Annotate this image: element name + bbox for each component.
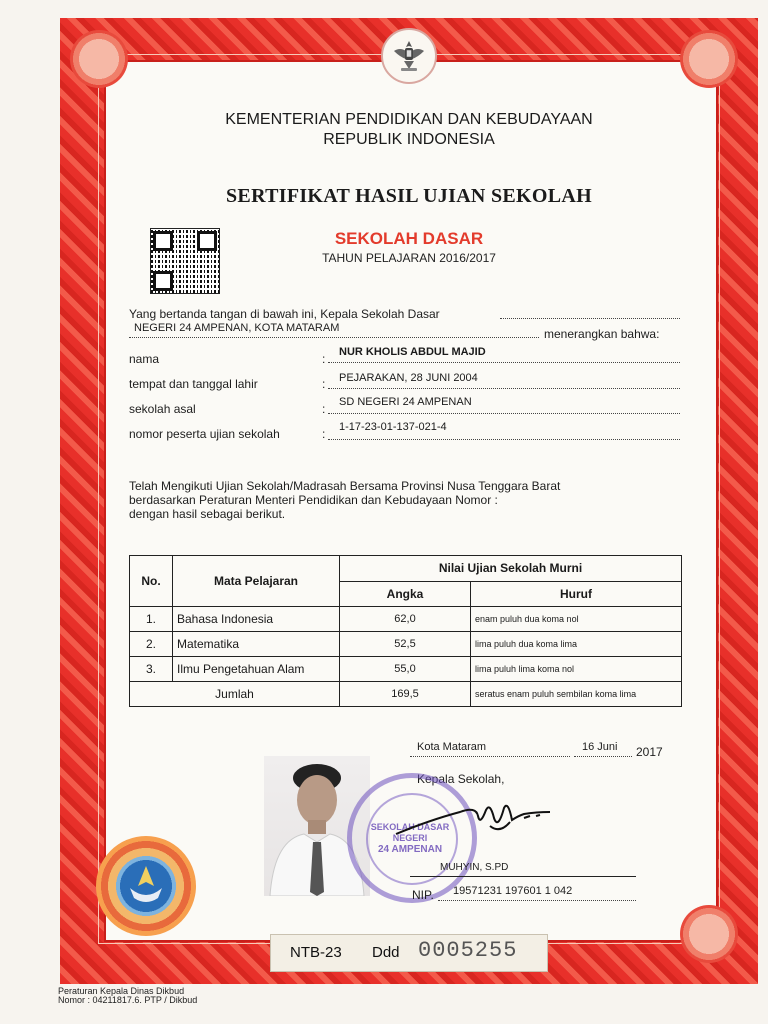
field-value-exam-number: 1-17-23-01-137-021-4 bbox=[339, 421, 447, 433]
school-name: NEGERI 24 AMPENAN, KOTA MATARAM bbox=[134, 322, 340, 334]
field-colon: : bbox=[322, 377, 326, 391]
intro-line: Yang bertanda tangan di bawah ini, Kepala Sekolah Dasar bbox=[129, 307, 440, 321]
row-no: 1. bbox=[130, 607, 173, 632]
table-row bbox=[130, 607, 682, 632]
table-row-total bbox=[130, 682, 682, 707]
row-score: 62,0 bbox=[340, 607, 471, 632]
row-score: 55,0 bbox=[340, 657, 471, 682]
serial-number: 0005255 bbox=[418, 938, 518, 963]
dotted-line bbox=[328, 388, 680, 389]
tut-wuri-handayani-seal-icon bbox=[96, 836, 196, 936]
row-subject: Matematika bbox=[173, 632, 340, 657]
field-label-school: sekolah asal bbox=[129, 402, 196, 416]
nip-value: 19571231 197601 1 042 bbox=[453, 885, 573, 897]
field-label-name: nama bbox=[129, 352, 160, 366]
statement-line3: dengan hasil sebagai berikut. bbox=[129, 507, 286, 521]
statement-line2: berdasarkan Peraturan Menteri Pendidikan dan Kebudayaan Nomor : bbox=[129, 493, 498, 507]
dotted-line bbox=[328, 362, 680, 363]
field-label-exam-number: nomor peserta ujian sekolah bbox=[129, 427, 280, 441]
dotted-line bbox=[574, 756, 632, 757]
signature-city: Kota Mataram bbox=[417, 741, 487, 753]
header-numeric: Angka bbox=[340, 581, 471, 607]
handwritten-signature bbox=[390, 790, 570, 850]
stamp-text: SEKOLAH DASAR NEGERI 24 AMPENAN bbox=[370, 822, 450, 855]
table-row bbox=[130, 632, 682, 657]
total-words: seratus enam puluh sembilan koma lima bbox=[471, 682, 682, 707]
field-value-school: SD NEGERI 24 AMPENAN bbox=[339, 396, 472, 408]
dotted-line bbox=[410, 756, 570, 757]
field-label-birth: tempat dan tanggal lahir bbox=[129, 377, 258, 391]
signature-year: 2017 bbox=[636, 745, 663, 759]
row-words: enam puluh dua koma nol bbox=[471, 607, 682, 632]
headmaster-name: MUHYIN, S.PD bbox=[440, 862, 509, 873]
header-no: No. bbox=[130, 556, 173, 607]
signature-underline bbox=[410, 876, 636, 877]
field-value-birth: PEJARAKAN, 28 JUNI 2004 bbox=[339, 372, 478, 384]
dotted-line bbox=[328, 413, 680, 414]
field-colon: : bbox=[322, 352, 326, 366]
serial-series: Ddd bbox=[372, 944, 400, 961]
row-score: 52,5 bbox=[340, 632, 471, 657]
grades-table bbox=[129, 555, 682, 707]
total-score: 169,5 bbox=[340, 682, 471, 707]
certifies-text: menerangkan bahwa: bbox=[544, 327, 660, 341]
garuda-emblem-icon bbox=[381, 28, 437, 84]
footer-line2: Nomor : 04211817.6. PTP / Dikbud bbox=[58, 995, 198, 1005]
academic-year: TAHUN PELAJARAN 2016/2017 bbox=[322, 251, 496, 265]
row-subject: Bahasa Indonesia bbox=[173, 607, 340, 632]
row-no: 2. bbox=[130, 632, 173, 657]
row-words: lima puluh lima koma nol bbox=[471, 657, 682, 682]
row-words: lima puluh dua koma lima bbox=[471, 632, 682, 657]
signature-position: Kepala Sekolah, bbox=[417, 772, 505, 786]
table-row bbox=[130, 657, 682, 682]
signature-date: 16 Juni bbox=[582, 741, 618, 753]
field-colon: : bbox=[322, 427, 326, 441]
dotted-line bbox=[328, 439, 680, 440]
row-no: 3. bbox=[130, 657, 173, 682]
header-subject: Mata Pelajaran bbox=[173, 556, 340, 607]
corner-ornament-bottom-right bbox=[680, 905, 738, 963]
ministry-name-line1: KEMENTERIAN PENDIDIKAN DAN KEBUDAYAAN bbox=[225, 111, 593, 128]
corner-ornament-top-left bbox=[70, 30, 128, 88]
corner-ornament-top-right bbox=[680, 30, 738, 88]
serial-region: NTB-23 bbox=[290, 944, 342, 961]
dotted-line bbox=[129, 337, 539, 338]
statement-line1: Telah Mengikuti Ujian Sekolah/Madrasah Bersama Provinsi Nusa Tenggara Barat bbox=[129, 479, 561, 493]
total-label: Jumlah bbox=[130, 682, 340, 707]
footer-line1: Peraturan Kepala Dinas Dikbud bbox=[58, 986, 185, 996]
row-subject: Ilmu Pengetahuan Alam bbox=[173, 657, 340, 682]
school-level: SEKOLAH DASAR bbox=[334, 229, 484, 248]
dotted-line bbox=[438, 900, 636, 901]
certificate-title: SERTIFIKAT HASIL UJIAN SEKOLAH bbox=[226, 185, 592, 207]
dotted-line bbox=[500, 318, 680, 319]
field-colon: : bbox=[322, 402, 326, 416]
nip-label: NIP. bbox=[412, 888, 434, 902]
ministry-name-line2: REPUBLIK INDONESIA bbox=[323, 131, 495, 148]
header-words: Huruf bbox=[471, 581, 682, 607]
header-score-group: Nilai Ujian Sekolah Murni bbox=[340, 556, 682, 582]
field-value-name: NUR KHOLIS ABDUL MAJID bbox=[339, 346, 486, 358]
